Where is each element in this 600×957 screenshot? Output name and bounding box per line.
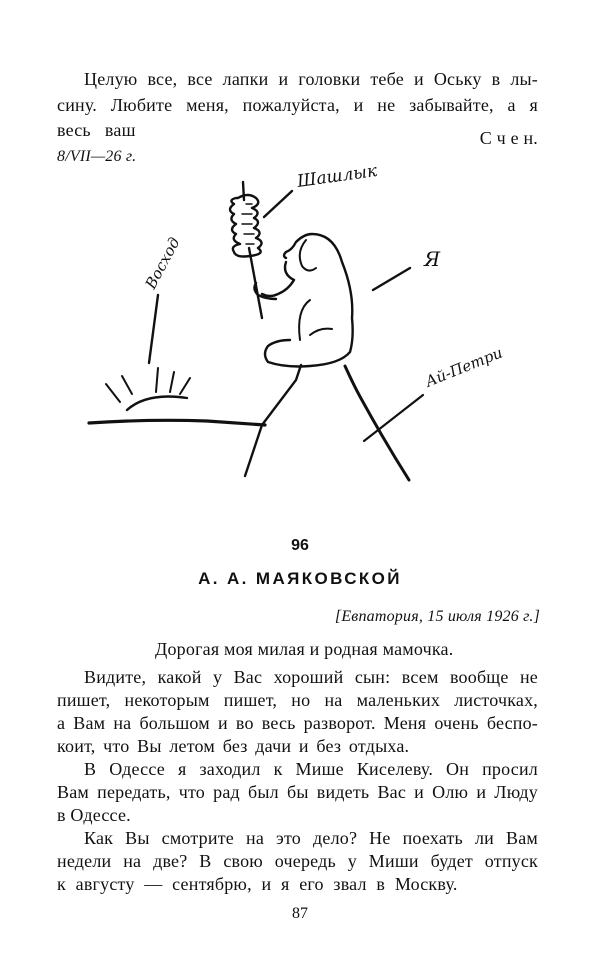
paragraph-line: Вам передать, что рад был бы видеть Вас и Олю и Люду: [57, 782, 538, 802]
paragraph-line: Целую все, все лапки и головки тебе и Оську в лы-: [84, 69, 538, 89]
label-shashlyk: Шашлык: [295, 160, 379, 192]
paragraph-line-last: к августу — сентябрю, и я его звал в Москву.: [57, 874, 458, 894]
paragraph-line: а Вам на большом и во весь разворот. Меня очень беспо-: [57, 713, 538, 733]
letter-salutation: Дорогая моя милая и родная мамочка.: [155, 639, 454, 659]
letter-date: 8/VII—26 г.: [57, 148, 137, 165]
paragraph-line-last: коит, что Вы летом без дачи и без отдыха.: [57, 736, 410, 756]
page-number: 87: [292, 905, 308, 922]
letter-number: 96: [291, 537, 309, 554]
paragraph-line: пишет, некоторым пишет, но на маленьких листочках,: [57, 690, 538, 710]
paragraph-line-last: в Одессе.: [57, 805, 131, 825]
paragraph-line: Как Вы смотрите на это дело? Не поехать ли Вам: [84, 828, 538, 848]
paragraph-line: недели на две? В свою очередь у Миши будет отпуск: [57, 851, 538, 871]
letter-place-date: [Евпатория, 15 июля 1926 г.]: [334, 608, 540, 625]
label-ai-petri: Ай-Петри: [422, 343, 506, 391]
paragraph-line-last: весь ваш: [57, 120, 136, 140]
paragraph-line: сину. Любите меня, пожалуйста, и не забывайте, а я: [57, 95, 538, 115]
signature: С ч е н.: [479, 128, 538, 148]
paragraph-line: В Одессе я заходил к Мише Киселеву. Он просил: [84, 759, 538, 779]
label-ya: Я: [424, 247, 441, 271]
letter-addressee: А. А. МАЯКОВСКОЙ: [198, 569, 402, 588]
paragraph-line: Видите, какой у Вас хороший сын: всем вообще не: [84, 667, 538, 687]
label-voskhod: Восход: [141, 234, 184, 292]
